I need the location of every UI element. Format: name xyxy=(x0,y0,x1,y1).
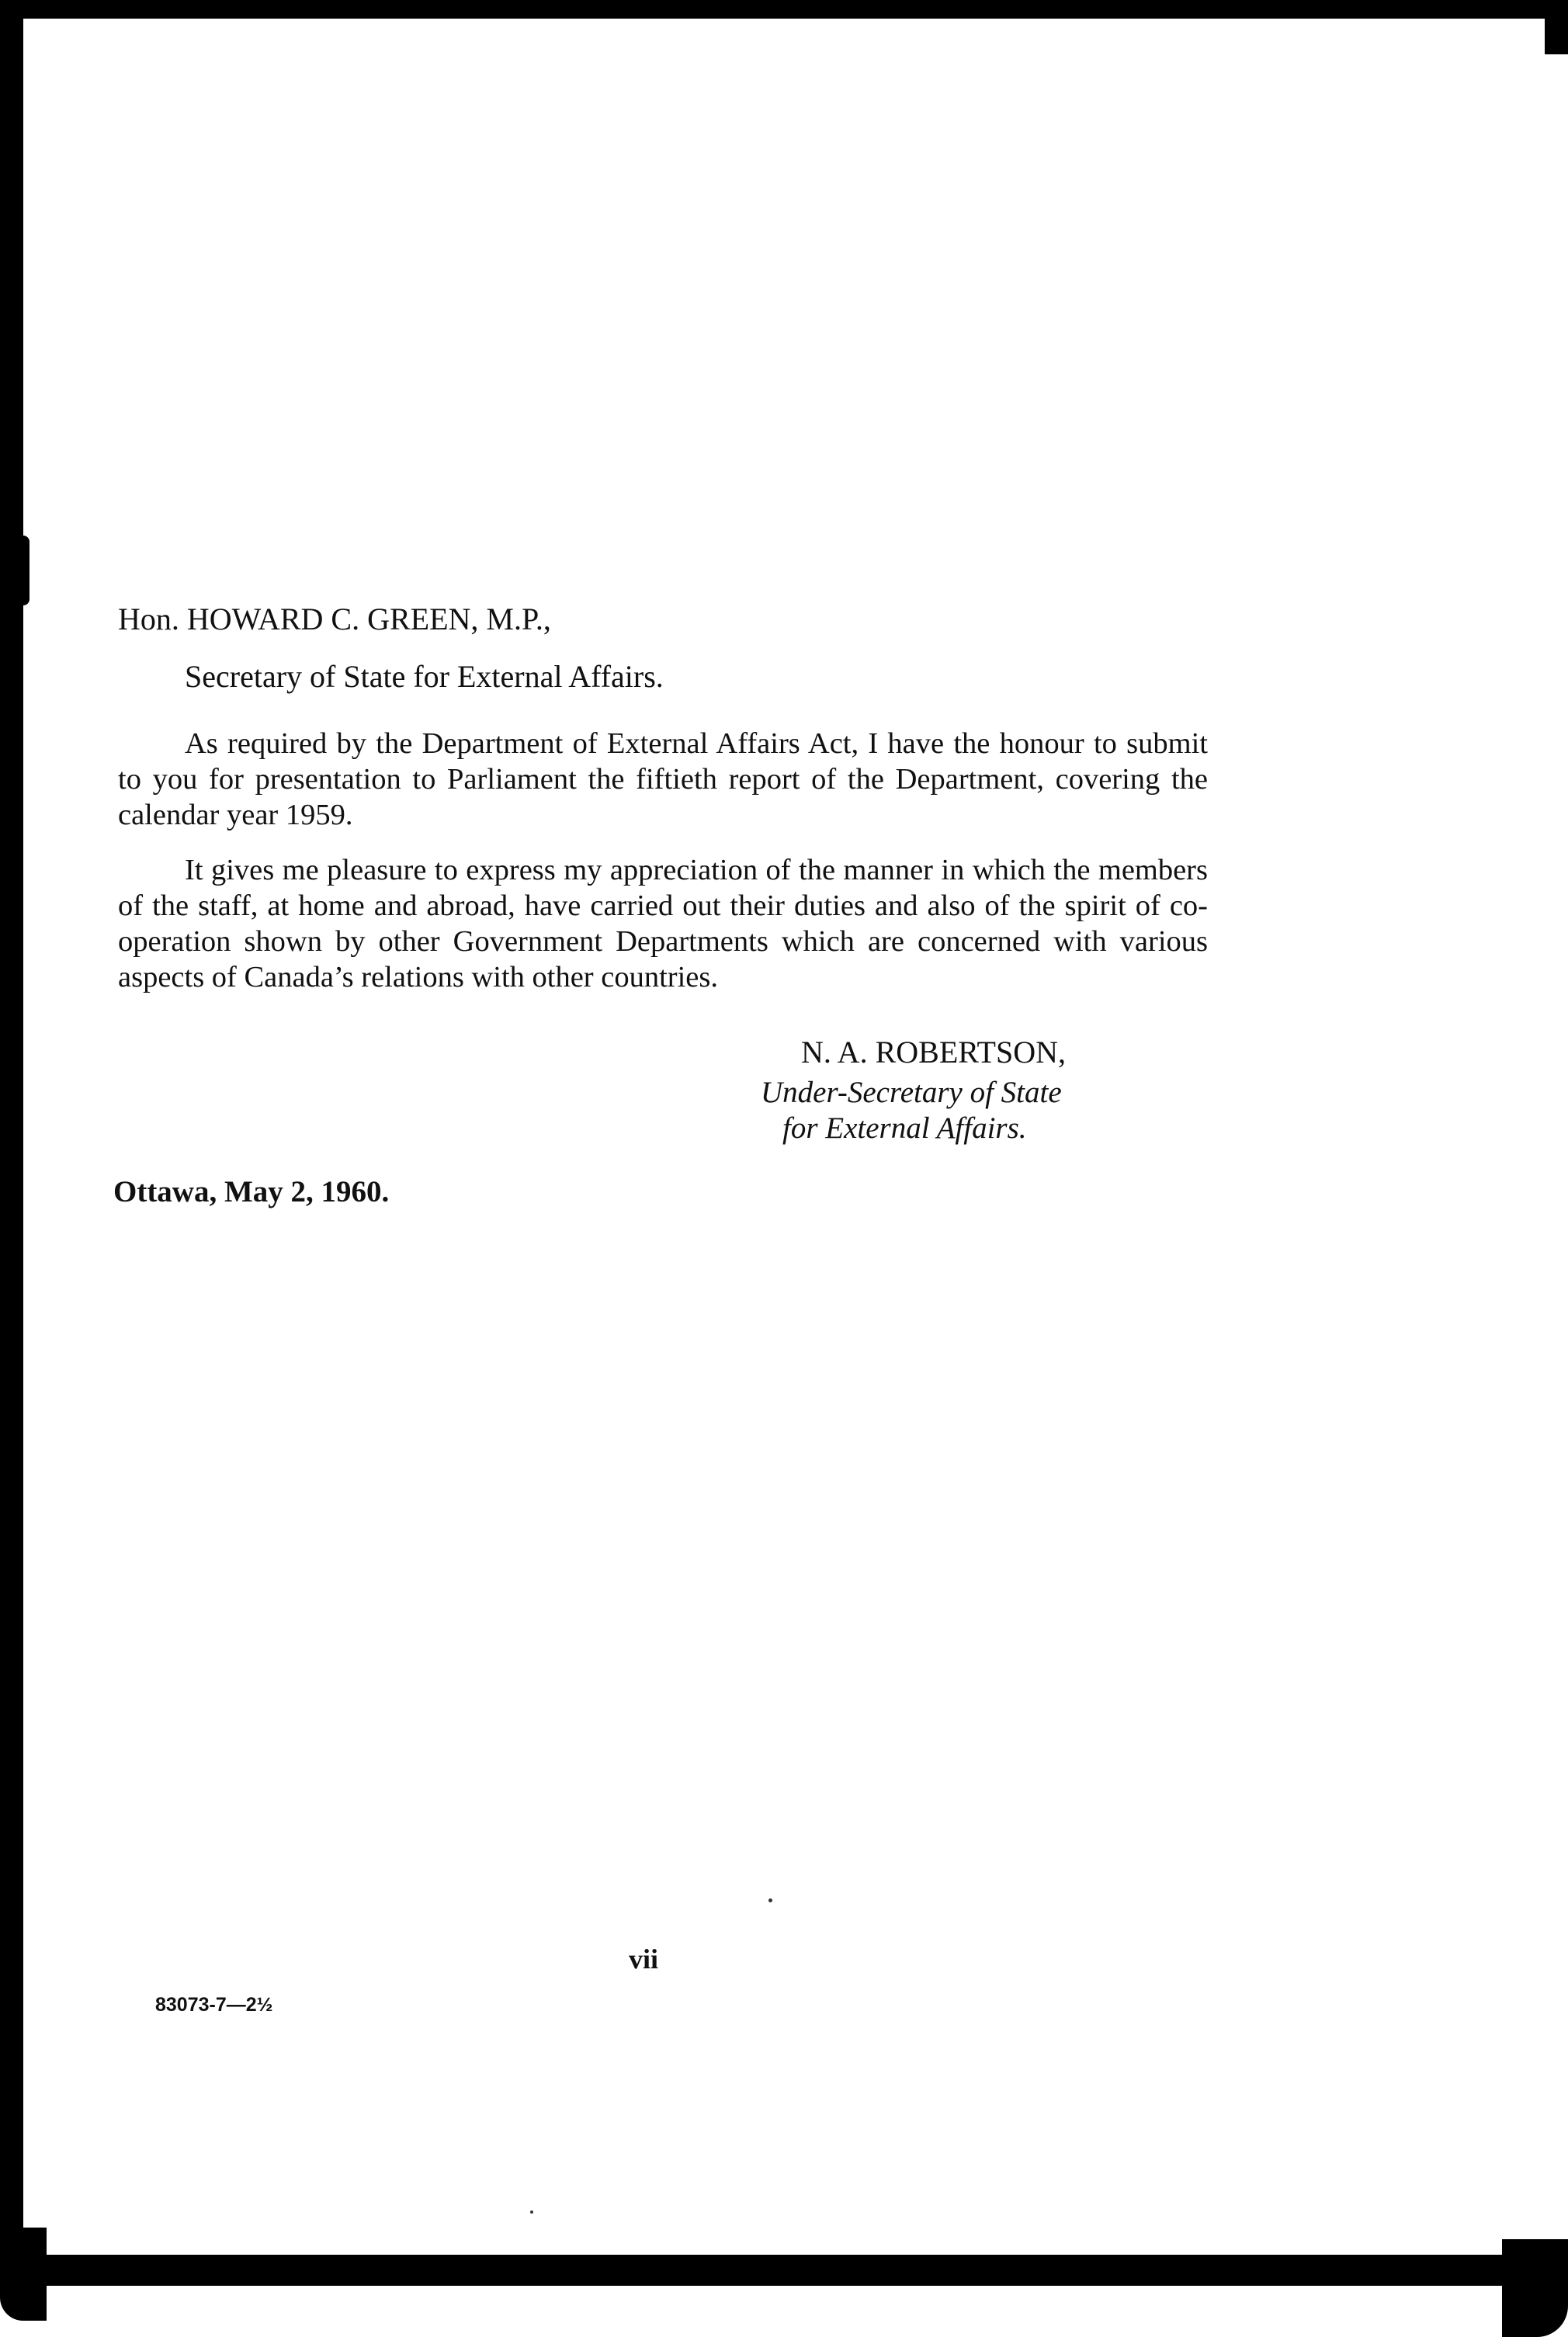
signatory-name: N. A. ROBERTSON, xyxy=(801,1035,1066,1070)
place-and-date: Ottawa, May 2, 1960. xyxy=(113,1175,390,1208)
letter-paragraph-2: It gives me pleasure to express my appreciation of the manner in which the members of the staff, at home and abroad, have carried out their duties and also of the spirit of co-operation shown by other Government Departments which are concerned with various aspects of Canada’s relations with other countries. xyxy=(118,854,1208,993)
page-border-bottom xyxy=(0,2255,1521,2286)
page-border-corner-right xyxy=(1502,2239,1568,2337)
page-border-corner-left xyxy=(0,2228,47,2321)
print-code: 83073-7—2½ xyxy=(155,1994,273,2016)
addressee-title: Secretary of State for External Affairs. xyxy=(185,659,664,694)
page-border-left xyxy=(0,0,23,2297)
letter-paragraph-1: As required by the Department of External Affairs Act, I have the honour to submit to you for presentation to Parliament the fiftieth report of the Department, covering the calendar year 1959. xyxy=(118,727,1208,831)
page-border-top xyxy=(0,0,1568,19)
addressee-name: Hon. HOWARD C. GREEN, M.P., xyxy=(118,602,551,636)
signatory-role-line-1: Under-Secretary of State xyxy=(761,1076,1062,1109)
page-number: vii xyxy=(629,1943,659,1975)
scan-speck xyxy=(530,2210,533,2214)
page-border-right xyxy=(1545,0,1568,54)
signatory-role-line-2: for External Affairs. xyxy=(782,1111,1027,1145)
page-border-notch xyxy=(23,536,29,605)
scan-speck xyxy=(768,1898,772,1902)
